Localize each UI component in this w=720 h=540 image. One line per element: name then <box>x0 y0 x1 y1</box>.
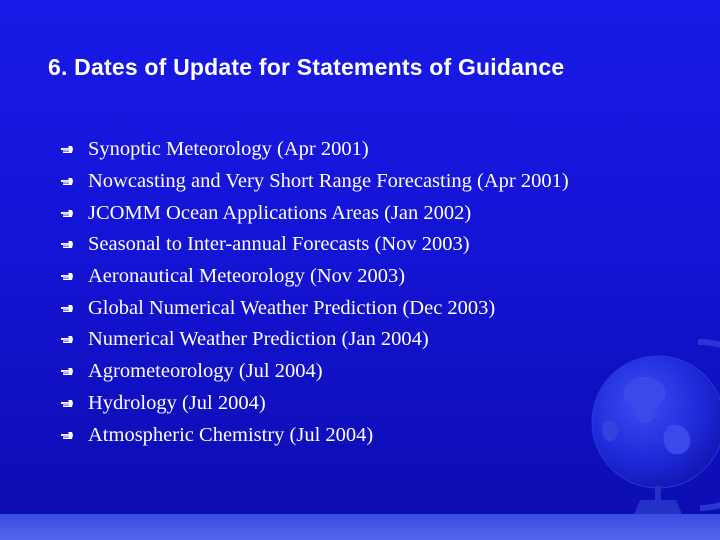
list-item-text: Seasonal to Inter-annual Forecasts (Nov 2003) <box>88 233 470 256</box>
pointing-hand-icon <box>60 367 88 376</box>
list-item-text: Aeronautical Meteorology (Nov 2003) <box>88 265 406 288</box>
pointing-hand-icon <box>60 240 88 249</box>
list-item <box>60 197 569 229</box>
bullet-list <box>60 134 569 451</box>
list-item-text: Numerical Weather Prediction (Jan 2004) <box>88 328 429 351</box>
list-item <box>60 324 569 356</box>
list-item <box>60 388 569 420</box>
list-item-text: Synoptic Meteorology (Apr 2001) <box>88 138 369 161</box>
pointing-hand-icon <box>60 272 88 281</box>
list-item <box>60 419 569 451</box>
pointing-hand-icon <box>60 399 88 408</box>
pointing-hand-icon <box>60 431 88 440</box>
slide-title: 6. Dates of Update for Statements of Guidance <box>48 54 565 80</box>
list-item-text: JCOMM Ocean Applications Areas (Jan 2002) <box>88 201 472 224</box>
list-item <box>60 134 569 166</box>
list-item <box>60 261 569 293</box>
list-item-text: Atmospheric Chemistry (Jul 2004) <box>88 423 374 446</box>
list-item-text: Hydrology (Jul 2004) <box>88 391 266 414</box>
list-item <box>60 229 569 261</box>
list-item <box>60 356 569 388</box>
list-item-text: Global Numerical Weather Prediction (Dec 2003) <box>88 296 496 319</box>
pointing-hand-icon <box>60 145 88 154</box>
list-item-text: Nowcasting and Very Short Range Forecasting (Apr 2001) <box>88 170 569 193</box>
bottom-bar <box>0 514 720 540</box>
pointing-hand-icon <box>60 304 88 313</box>
list-item-text: Agrometeorology (Jul 2004) <box>88 360 323 383</box>
pointing-hand-icon <box>60 335 88 344</box>
pointing-hand-icon <box>60 177 88 186</box>
globe-icon <box>570 330 720 525</box>
list-item <box>60 292 569 324</box>
pointing-hand-icon <box>60 209 88 218</box>
list-item <box>60 166 569 198</box>
